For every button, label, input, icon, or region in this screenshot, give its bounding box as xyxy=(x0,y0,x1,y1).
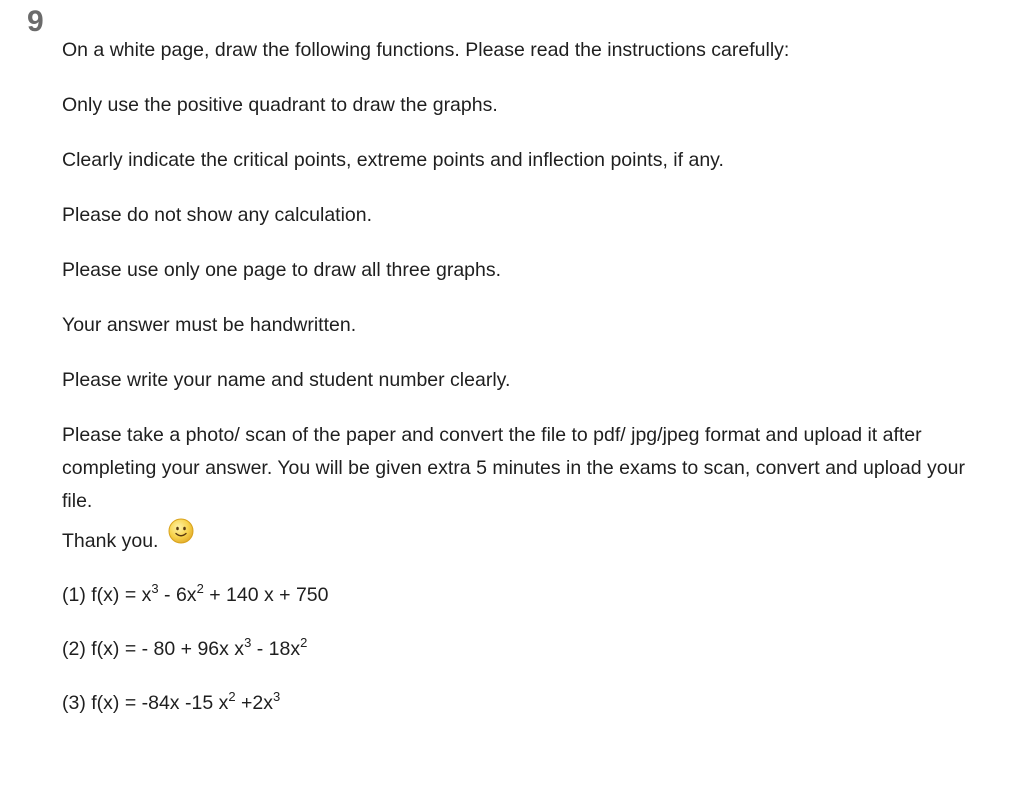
question-number: 9 xyxy=(27,5,44,38)
instruction-positive-quadrant: Only use the positive quadrant to draw the graphs. xyxy=(62,94,498,116)
instruction-intro: On a white page, draw the following functions. Please read the instructions carefully: xyxy=(62,39,790,61)
thank-you-text: Thank you. xyxy=(62,530,159,552)
instruction-handwritten: Your answer must be handwritten. xyxy=(62,314,357,336)
instruction-one-page: Please use only one page to draw all three graphs. xyxy=(62,259,502,281)
formula-2: (2) f(x) = - 80 + 96x $x^3 - 18x^2$ xyxy=(62,635,308,660)
thanks-row xyxy=(62,518,982,558)
smiley-icon xyxy=(168,518,194,544)
question-body xyxy=(62,34,982,718)
instruction-upload: Please take a photo/ scan of the paper and convert the file to pdf/ jpg/jpeg format and upload it after completing your answer. You will be given extra 5 minutes in the exams to scan, convert and upload your file. xyxy=(62,424,965,512)
instruction-no-calculation: Please do not show any calculation. xyxy=(62,204,373,226)
instruction-name-number: Please write your name and student number clearly. xyxy=(62,369,511,391)
formula-3: (3) f(x) = -84x -15 $x^2 +2x^3$ xyxy=(62,689,281,714)
instruction-critical-points: Clearly indicate the critical points, extreme points and inflection points, if any. xyxy=(62,149,724,171)
formula-1: (1) $f(x) = x^3 - 6x^2 + 140$ x + 750 xyxy=(62,581,329,606)
